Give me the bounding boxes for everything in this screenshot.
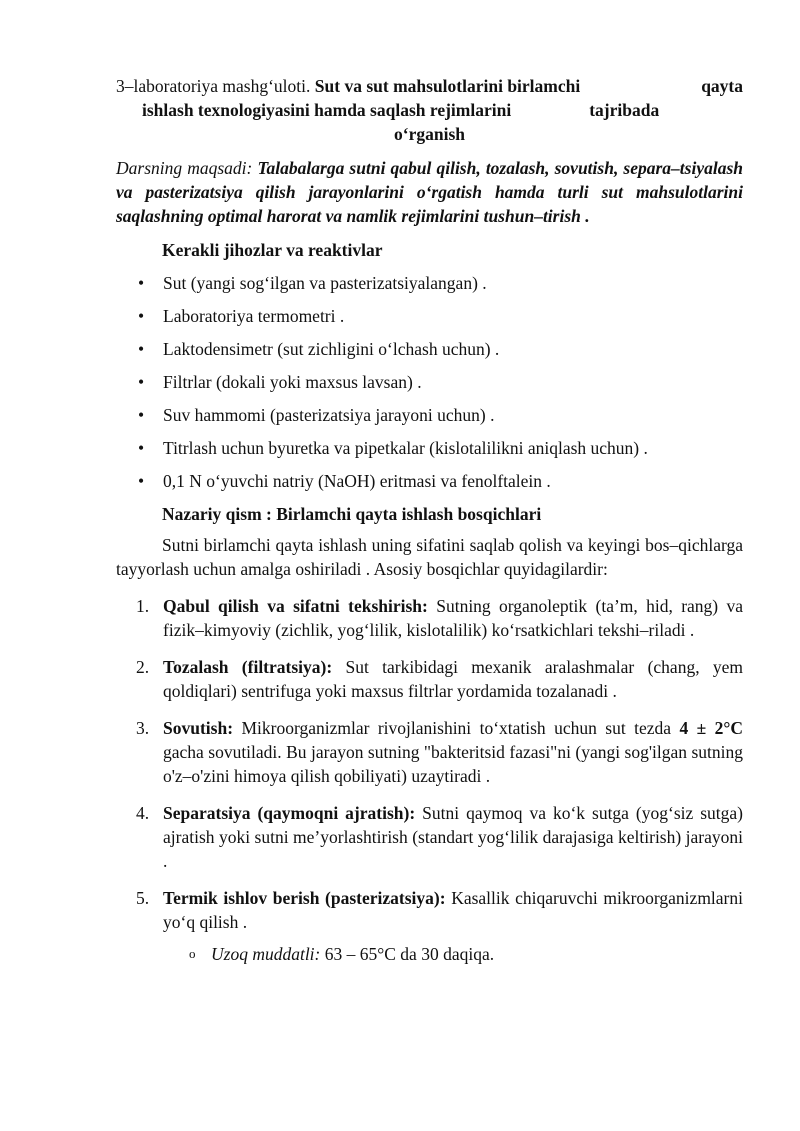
title-line3: o‘rganish: [394, 124, 465, 144]
title-line2-b: tajribada: [589, 100, 660, 120]
step-text-continued: gacha sovutiladi. Bu jarayon sutning "bakteritsid fazasi"ni (yangi sog'ilgan sutning o'z–o'zini himoya qilish qobiliyati) uzaytiradi .: [163, 742, 743, 786]
bullet-icon: •: [138, 372, 145, 392]
circle-bullet-icon: o: [189, 946, 196, 961]
list-item-text: Titrlash uchun byuretka va pipetkalar (kislotalilikni aniqlash uchun) .: [163, 438, 648, 458]
step-number: 3.: [136, 718, 150, 738]
bullet-icon: •: [138, 471, 145, 491]
list-item-text: Laboratoriya termometri .: [163, 306, 345, 326]
list-item-text: 0,1 N o‘yuvchi natriy (NaOH) eritmasi va fenolftalein .: [163, 471, 551, 491]
equipment-heading: Kerakli jihozlar va reaktivlar: [162, 240, 383, 260]
step-text: Kasallik chiqaruvchi mikroorganizmlarni yo‘q qilish .: [163, 888, 743, 932]
list-item: [116, 370, 743, 394]
list-item: [116, 469, 743, 493]
list-item: [116, 337, 743, 361]
purpose-label: Darsning maqsadi:: [116, 158, 253, 178]
title-line1-end: qayta: [701, 76, 743, 96]
list-item-text: Suv hammomi (pasterizatsiya jarayoni uchun) .: [163, 405, 495, 425]
list-item: [116, 436, 743, 460]
step-label: Sovutish:: [163, 718, 234, 738]
step-item: [116, 594, 743, 642]
theory-intro: Sutni birlamchi qayta ishlash uning sifatini saqlab qolish va keyingi bos–qichlarga tayyorlash uchun amalga oshiriladi . Asosiy bosqichlar quyidagilardir:: [116, 535, 743, 579]
step-item: [116, 716, 743, 788]
bullet-icon: •: [138, 438, 145, 458]
step-number: 2.: [136, 657, 150, 677]
list-item-text: Filtrlar (dokali yoki maxsus lavsan) .: [163, 372, 422, 392]
step-item: [116, 655, 743, 703]
list-item: [116, 271, 743, 295]
step-item: [116, 886, 743, 934]
bullet-icon: •: [138, 306, 145, 326]
step-number: 1.: [136, 596, 150, 616]
list-item: [116, 403, 743, 427]
list-item: [116, 304, 743, 328]
theory-heading: Nazariy qism : Birlamchi qayta ishlash bosqichlari: [162, 504, 542, 524]
bullet-icon: •: [138, 405, 145, 425]
step-number: 4.: [136, 803, 150, 823]
step-number: 5.: [136, 888, 150, 908]
step-label: Termik ishlov berish (pasterizatsiya):: [163, 888, 446, 908]
step-label: Tozalash (filtratsiya):: [163, 657, 333, 677]
lab-title: [116, 74, 743, 98]
list-item-text: Sut (yangi sog‘ilgan va pasterizatsiyalangan) .: [163, 273, 487, 293]
step-item: [116, 801, 743, 873]
step-text: Sutni qaymoq va ko‘k sutga (yog‘siz sutga) ajratish yoki sutni me’yorlashtirish (standart yog‘lilik darajasiga keltirish) jarayoni .: [163, 803, 744, 871]
title-prefix: 3–laboratoriya mashg‘uloti.: [116, 76, 311, 96]
purpose-text: Talabalarga sutni qabul qilish, tozalash, sovutish, separa–tsiyalash va pasterizatsiya qilish jarayonlarini o‘rgatish hamda turli sut mahsulotlarini saqlashning optimal harorat va namlik rejimlarini tushun–tirish .: [116, 158, 744, 226]
step-label: Qabul qilish va sifatni tekshirish:: [163, 596, 428, 616]
lesson-purpose: [116, 156, 743, 228]
equipment-list: [116, 271, 743, 493]
substep-label: Uzoq muddatli:: [211, 944, 321, 964]
document-content: [116, 74, 743, 966]
step-label: Separatsiya (qaymoqni ajratish):: [163, 803, 416, 823]
lab-title-line3: [116, 122, 743, 146]
lab-title-line2: [116, 98, 743, 122]
step-text: Sut tarkibidagi mexanik aralashmalar (chang, yem qoldiqlari) sentrifuga yoki maxsus filtrlar yordamida tozalanadi .: [163, 657, 744, 701]
substep-item: [116, 942, 743, 966]
steps-list: [116, 594, 743, 934]
step-temperature: 4 ± 2°C: [679, 718, 744, 738]
bullet-icon: •: [138, 273, 145, 293]
title-line2-a: ishlash texnologiyasini hamda saqlash rejimlarini: [142, 100, 512, 120]
step-text: Sutning organoleptik (ta’m, hid, rang) va fizik–kimyoviy (zichlik, yog‘lilik, kislotalilik) ko‘rsatkichlari tekshi–riladi .: [163, 596, 743, 640]
substep-text: 63 – 65°C da 30 daqiqa.: [324, 944, 495, 964]
step-text: Mikroorganizmlar rivojlanishini to‘xtatish uchun sut tezda: [241, 718, 672, 738]
bullet-icon: •: [138, 339, 145, 359]
list-item-text: Laktodensimetr (sut zichligini o‘lchash uchun) .: [163, 339, 500, 359]
title-line1: Sut va sut mahsulotlarini birlamchi: [314, 76, 581, 96]
